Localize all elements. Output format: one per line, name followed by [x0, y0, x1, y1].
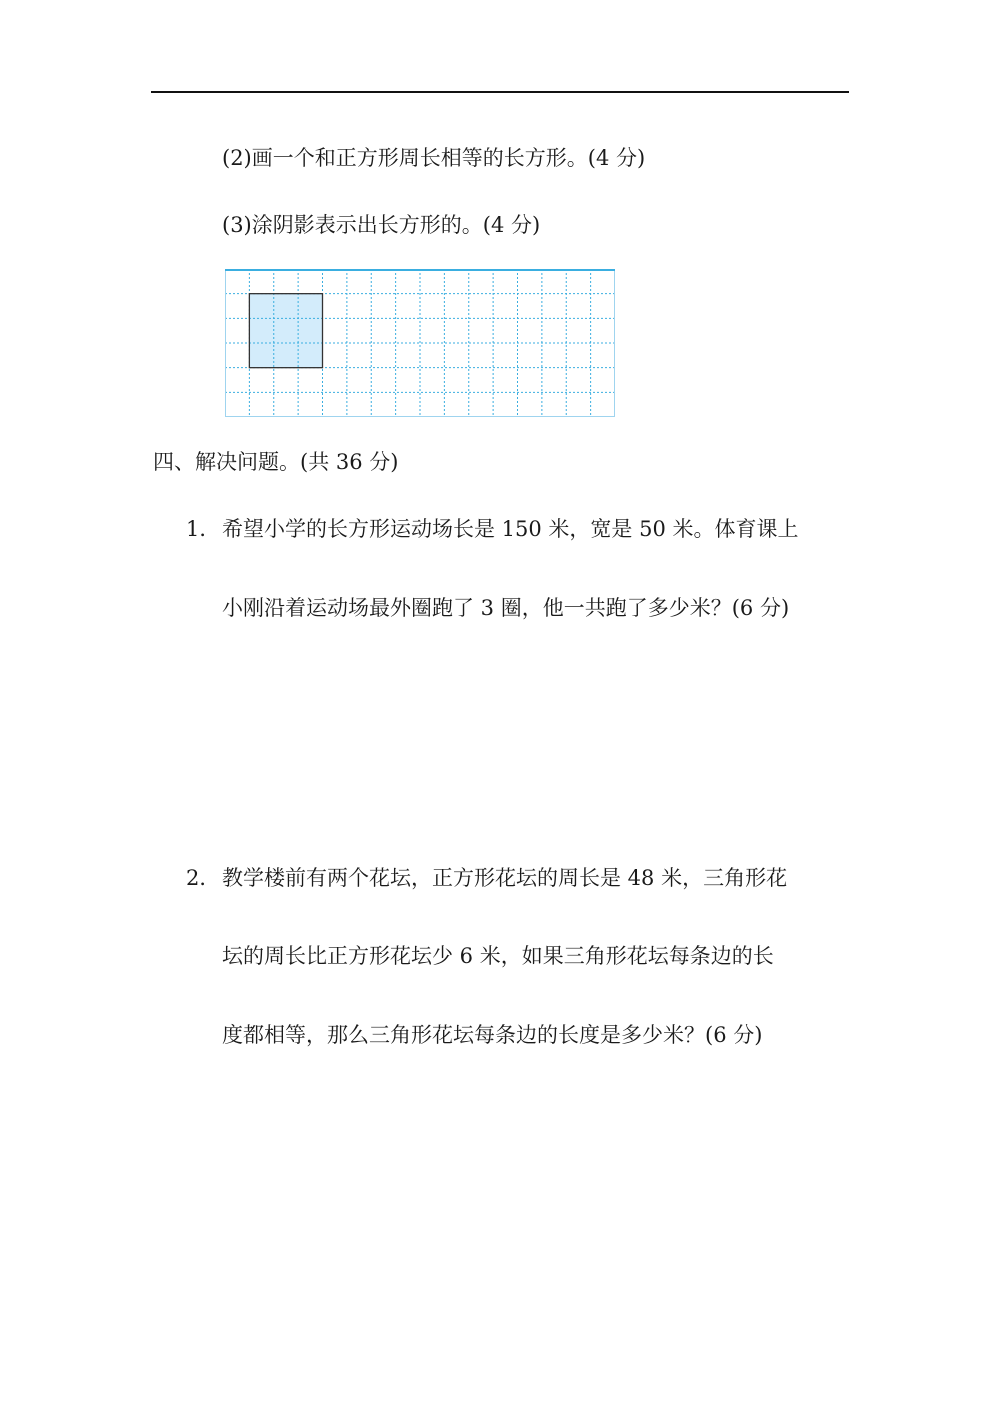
header-rule: [151, 91, 849, 93]
problem-1-line: 小刚沿着运动场最外圈跑了 3 圈，他一共跑了多少米？(6 分): [222, 596, 790, 620]
problem-1-number: 1．: [186, 517, 221, 541]
problem-2-line: 教学楼前有两个花坛，正方形花坛的周长是 48 米，三角形花: [222, 866, 788, 890]
problem-2-number: 2．: [186, 866, 221, 890]
drawing-grid: [225, 269, 615, 417]
problem-1-line: 希望小学的长方形运动场长是 150 米，宽是 50 米。体育课上: [222, 517, 799, 541]
section-heading: 四、解决问题。(共 36 分): [153, 450, 399, 474]
question-2: (2)画一个和正方形周长相等的长方形。(4 分): [222, 146, 646, 170]
square-fill: [249, 294, 322, 368]
problem-2-line: 度都相等，那么三角形花坛每条边的长度是多少米？(6 分): [222, 1023, 763, 1047]
question-3: (3)涂阴影表示出长方形的。(4 分): [222, 213, 541, 237]
problem-2-line: 坛的周长比正方形花坛少 6 米，如果三角形花坛每条边的长: [222, 944, 774, 968]
